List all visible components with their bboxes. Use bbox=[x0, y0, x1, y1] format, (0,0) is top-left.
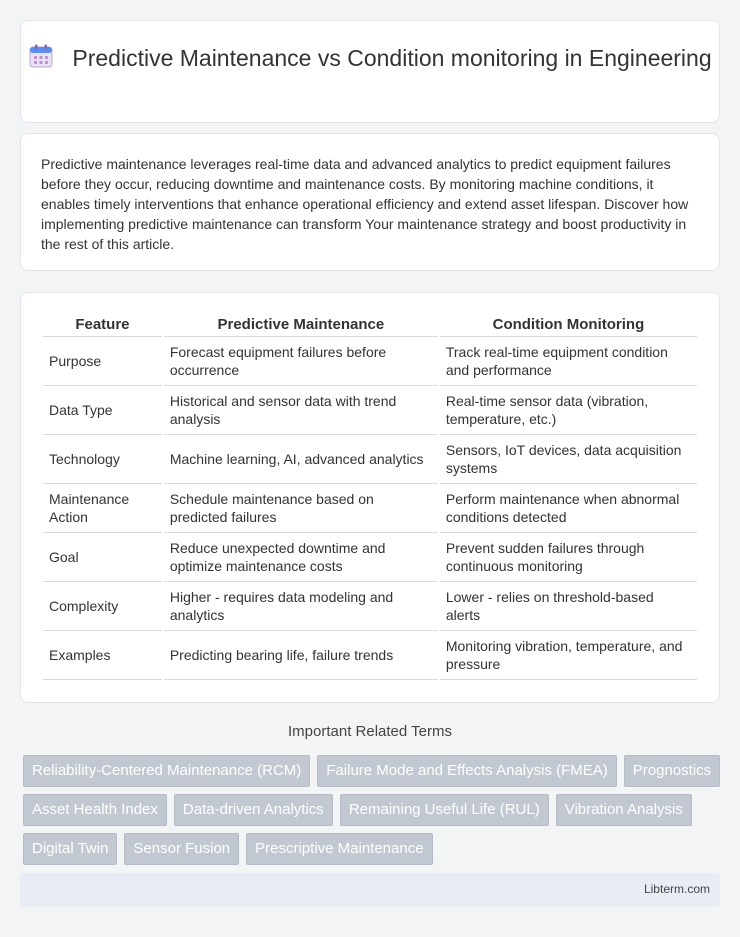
predictive-cell: Higher - requires data modeling and analytics bbox=[164, 582, 438, 631]
condition-cell: Monitoring vibration, temperature, and pressure bbox=[440, 631, 697, 680]
predictive-cell: Reduce unexpected downtime and optimize maintenance costs bbox=[164, 533, 438, 582]
related-terms-list bbox=[23, 755, 723, 865]
table-row bbox=[43, 582, 697, 631]
feature-cell: Technology bbox=[43, 435, 162, 484]
condition-cell: Sensors, IoT devices, data acquisition systems bbox=[440, 435, 697, 484]
related-term-tag[interactable]: Asset Health Index bbox=[23, 794, 167, 826]
table-header-row bbox=[43, 315, 697, 337]
table-row bbox=[43, 435, 697, 484]
footer-brand-link[interactable]: Libterm.com bbox=[643, 882, 710, 896]
feature-cell: Maintenance Action bbox=[43, 484, 162, 533]
comparison-table bbox=[41, 315, 699, 680]
related-term-tag[interactable]: Failure Mode and Effects Analysis (FMEA) bbox=[317, 755, 617, 787]
table-row bbox=[43, 484, 697, 533]
intro-card bbox=[20, 133, 720, 271]
related-term-tag[interactable]: Digital Twin bbox=[23, 833, 117, 865]
intro-paragraph: Predictive maintenance leverages real-time data and advanced analytics to predict equipment failures before they occur, reducing downtime and maintenance costs. By monitoring machine conditions, it enables timely interventions that enhance operational efficiency and extend asset lifespan. Discover how implementing predictive maintenance can transform Your maintenance strategy and boost productivity in the rest of this article. bbox=[41, 156, 689, 252]
predictive-cell: Forecast equipment failures before occurrence bbox=[164, 337, 438, 386]
page-title-container bbox=[21, 43, 719, 73]
table-row bbox=[43, 533, 697, 582]
related-term-tag[interactable]: Prognostics bbox=[624, 755, 720, 787]
condition-cell: Real-time sensor data (vibration, temperature, etc.) bbox=[440, 386, 697, 435]
condition-cell: Prevent sudden failures through continuous monitoring bbox=[440, 533, 697, 582]
related-term-tag[interactable]: Remaining Useful Life (RUL) bbox=[340, 794, 549, 826]
condition-cell: Perform maintenance when abnormal conditions detected bbox=[440, 484, 697, 533]
related-term-tag[interactable]: Data-driven Analytics bbox=[174, 794, 333, 826]
related-terms-heading: Important Related Terms bbox=[288, 723, 452, 740]
header-condition-monitoring: Condition Monitoring bbox=[440, 315, 697, 337]
related-term-tag[interactable]: Reliability-Centered Maintenance (RCM) bbox=[23, 755, 310, 787]
table-row bbox=[43, 631, 697, 680]
header-feature: Feature bbox=[43, 315, 162, 337]
header-predictive-maintenance: Predictive Maintenance bbox=[164, 315, 438, 337]
comparison-table-card bbox=[20, 292, 720, 703]
feature-cell: Goal bbox=[43, 533, 162, 582]
feature-cell: Complexity bbox=[43, 582, 162, 631]
condition-cell: Track real-time equipment condition and performance bbox=[440, 337, 697, 386]
feature-cell: Data Type bbox=[43, 386, 162, 435]
predictive-cell: Machine learning, AI, advanced analytics bbox=[164, 435, 438, 484]
predictive-cell: Schedule maintenance based on predicted failures bbox=[164, 484, 438, 533]
table-row bbox=[43, 386, 697, 435]
related-term-tag[interactable]: Prescriptive Maintenance bbox=[246, 833, 432, 865]
predictive-cell: Historical and sensor data with trend analysis bbox=[164, 386, 438, 435]
related-term-tag[interactable]: Vibration Analysis bbox=[556, 794, 692, 826]
table-row bbox=[43, 337, 697, 386]
page-title: Predictive Maintenance vs Condition monitoring in Engineering bbox=[72, 45, 712, 71]
feature-cell: Examples bbox=[43, 631, 162, 680]
feature-cell: Purpose bbox=[43, 337, 162, 386]
footer-bar bbox=[20, 873, 720, 907]
calendar-icon bbox=[28, 43, 54, 69]
related-term-tag[interactable]: Sensor Fusion bbox=[124, 833, 239, 865]
predictive-cell: Predicting bearing life, failure trends bbox=[164, 631, 438, 680]
condition-cell: Lower - relies on threshold-based alerts bbox=[440, 582, 697, 631]
title-card bbox=[20, 20, 720, 123]
